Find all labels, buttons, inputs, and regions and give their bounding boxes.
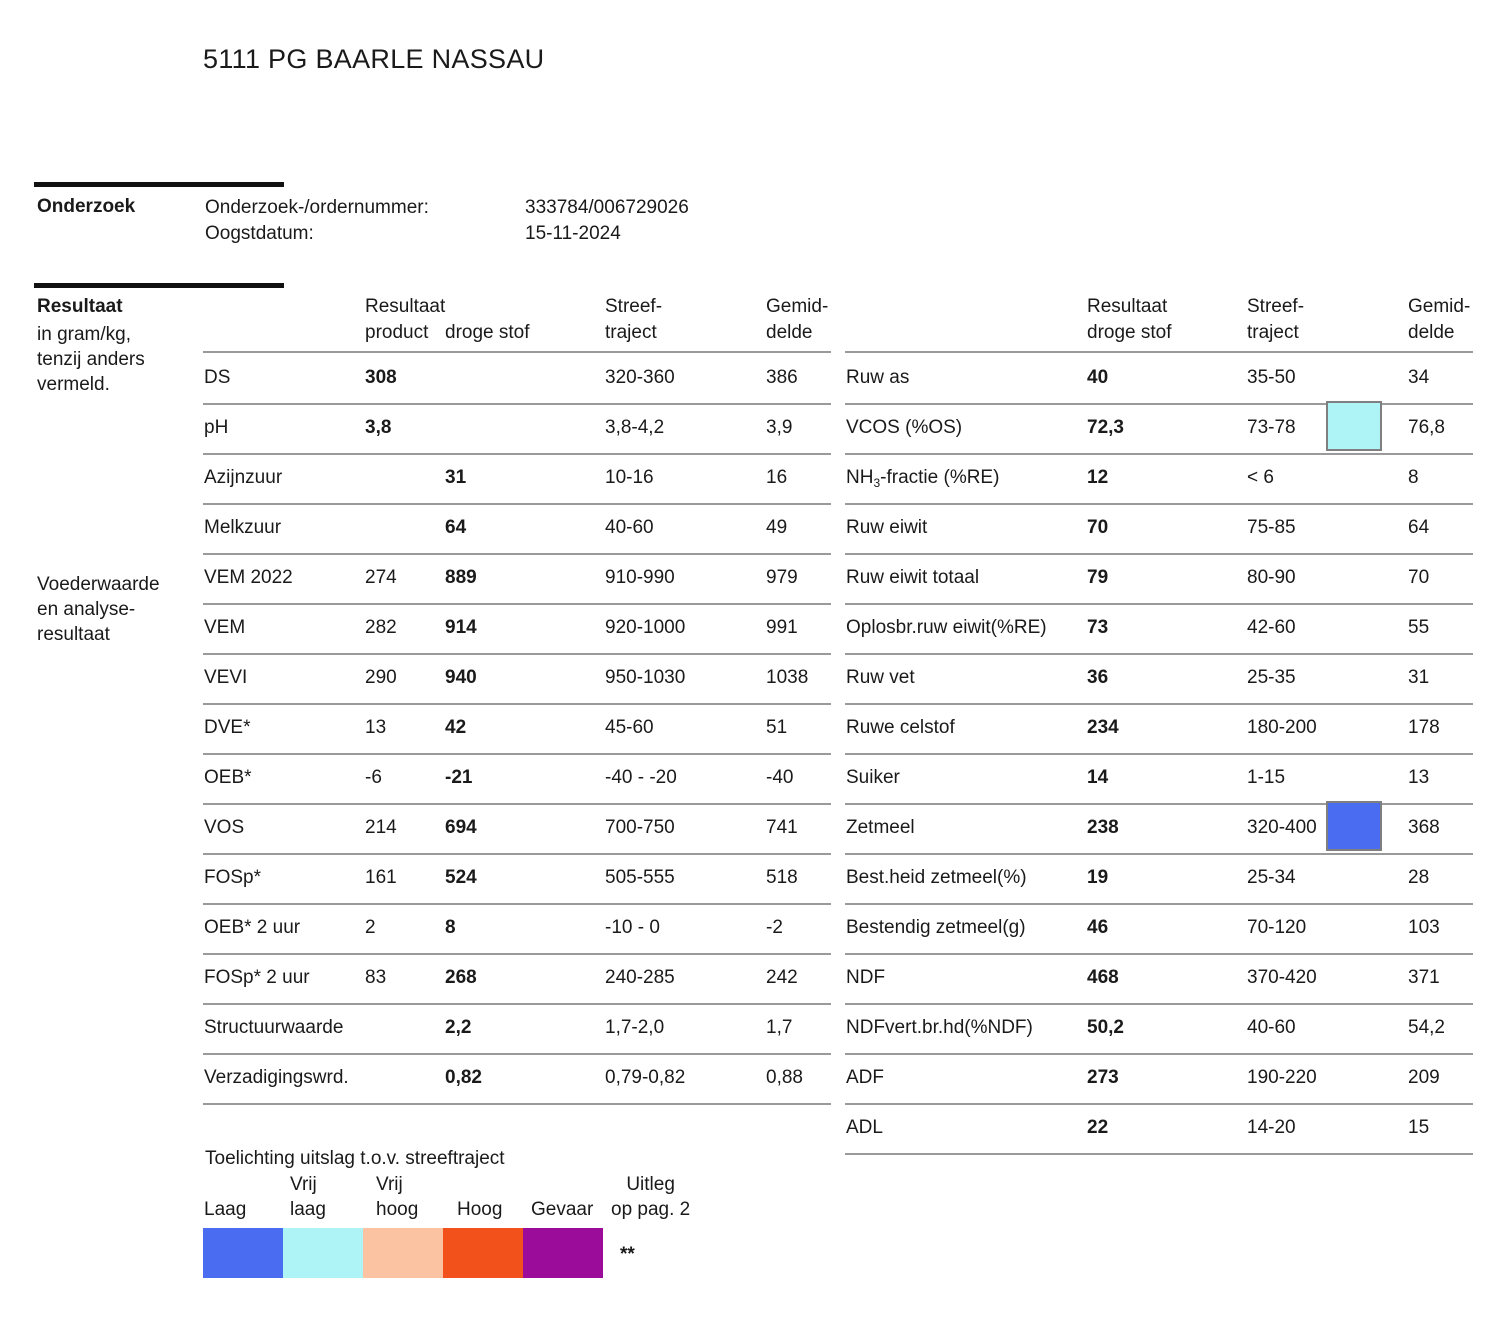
row-average: 55 bbox=[1408, 617, 1430, 638]
row-average: 991 bbox=[766, 617, 798, 638]
row-average: 242 bbox=[766, 967, 798, 988]
row-name: FOSp* 2 uur bbox=[204, 967, 310, 988]
legend-uitleg-line: op pag. 2 bbox=[611, 1199, 691, 1220]
legend-swatch-laag bbox=[203, 1228, 283, 1278]
row-target: -10 - 0 bbox=[605, 917, 660, 938]
row-droge-stof: 273 bbox=[1087, 1067, 1119, 1088]
row-average: 34 bbox=[1408, 367, 1430, 388]
legend-label-line: Laag bbox=[204, 1199, 247, 1220]
table-row bbox=[845, 503, 1473, 555]
row-name: ADL bbox=[846, 1117, 883, 1138]
row-average: 1038 bbox=[766, 667, 809, 688]
row-average: 3,9 bbox=[766, 417, 793, 438]
row-average: 178 bbox=[1408, 717, 1440, 738]
row-target: 25-34 bbox=[1247, 867, 1296, 888]
legend-uitleg-line: Uitleg bbox=[626, 1174, 675, 1195]
row-target: 25-35 bbox=[1247, 667, 1296, 688]
table-row bbox=[845, 1053, 1473, 1105]
resultaat-heading: Resultaat bbox=[37, 296, 123, 317]
legend-label-line: Vrij bbox=[290, 1174, 317, 1195]
row-average: 13 bbox=[1408, 767, 1430, 788]
row-droge-stof: 36 bbox=[1087, 667, 1109, 688]
row-average: 70 bbox=[1408, 567, 1430, 588]
row-droge-stof: 468 bbox=[1087, 967, 1119, 988]
right-header-droge-stof: droge stof bbox=[1087, 322, 1172, 343]
row-droge-stof: 268 bbox=[445, 967, 477, 988]
row-product: 3,8 bbox=[365, 417, 392, 438]
row-droge-stof: 72,3 bbox=[1087, 417, 1124, 438]
row-target: 14-20 bbox=[1247, 1117, 1296, 1138]
legend-swatch-vrij-hoog bbox=[363, 1228, 443, 1278]
row-average: 8 bbox=[1408, 467, 1419, 488]
row-droge-stof: 14 bbox=[1087, 767, 1109, 788]
row-target: 0,79-0,82 bbox=[605, 1067, 686, 1088]
table-row bbox=[845, 903, 1473, 955]
resultaat-subheading bbox=[37, 322, 145, 397]
row-name-subscript: 3 bbox=[873, 476, 881, 490]
legend-label-vrij-hoog bbox=[376, 1172, 418, 1222]
legend-label-line: hoog bbox=[376, 1199, 419, 1220]
row-droge-stof: 46 bbox=[1087, 917, 1109, 938]
table-row bbox=[203, 603, 831, 655]
row-name: VCOS (%OS) bbox=[846, 417, 963, 438]
row-product: 13 bbox=[365, 717, 387, 738]
table-row bbox=[845, 1003, 1473, 1055]
row-name: DS bbox=[204, 367, 231, 388]
row-droge-stof: 2,2 bbox=[445, 1017, 472, 1038]
row-target: 42-60 bbox=[1247, 617, 1296, 638]
row-droge-stof: 22 bbox=[1087, 1117, 1109, 1138]
table-row bbox=[203, 503, 831, 555]
row-droge-stof: 79 bbox=[1087, 567, 1109, 588]
row-target: 40-60 bbox=[605, 517, 654, 538]
row-name: Best.heid zetmeel(%) bbox=[846, 867, 1027, 888]
row-name: NDF bbox=[846, 967, 886, 988]
row-name: VEM bbox=[204, 617, 246, 638]
table-row bbox=[845, 953, 1473, 1005]
row-name-part: NH bbox=[846, 467, 874, 488]
table-row bbox=[845, 453, 1473, 505]
row-name: Verzadigingswrd. bbox=[204, 1067, 349, 1088]
legend-label-laag bbox=[204, 1172, 246, 1222]
table-row bbox=[845, 553, 1473, 605]
row-name: pH bbox=[204, 417, 229, 438]
row-target: 3,8-4,2 bbox=[605, 417, 665, 438]
row-name: VEVI bbox=[204, 667, 248, 688]
right-header-delde: delde bbox=[1408, 322, 1455, 343]
row-name: Azijnzuur bbox=[204, 467, 283, 488]
row-target: 10-16 bbox=[605, 467, 654, 488]
row-droge-stof: 238 bbox=[1087, 817, 1119, 838]
row-name: Structuurwaarde bbox=[204, 1017, 344, 1038]
table-row bbox=[845, 403, 1473, 455]
voederwaarde-line: en analyse- bbox=[37, 599, 136, 620]
legend-label-line bbox=[204, 1172, 246, 1197]
row-name: OEB* 2 uur bbox=[204, 917, 301, 938]
status-marker-vrij-laag bbox=[1326, 401, 1382, 451]
row-name: Ruwe celstof bbox=[846, 717, 955, 738]
row-product: 161 bbox=[365, 867, 397, 888]
table-row bbox=[845, 1103, 1473, 1155]
order-number-label: Onderzoek-/ordernummer: bbox=[205, 197, 429, 218]
row-droge-stof: 234 bbox=[1087, 717, 1119, 738]
section-rule-onderzoek bbox=[34, 182, 284, 187]
row-droge-stof: 31 bbox=[445, 467, 467, 488]
row-product: 282 bbox=[365, 617, 397, 638]
legend-label-line: Hoog bbox=[457, 1199, 503, 1220]
status-marker-laag bbox=[1326, 801, 1382, 851]
table-row bbox=[203, 1053, 831, 1105]
legend-label-gevaar bbox=[531, 1172, 593, 1222]
legend-label-line: Gevaar bbox=[531, 1199, 594, 1220]
row-target: 40-60 bbox=[1247, 1017, 1296, 1038]
resultaat-subheading-line: in gram/kg, bbox=[37, 324, 131, 345]
row-average: -40 bbox=[766, 767, 794, 788]
row-target: 920-1000 bbox=[605, 617, 686, 638]
row-target: < 6 bbox=[1247, 467, 1274, 488]
row-average: 103 bbox=[1408, 917, 1440, 938]
row-target: 45-60 bbox=[605, 717, 654, 738]
resultaat-subheading-line: vermeld. bbox=[37, 374, 110, 395]
row-name: OEB* bbox=[204, 767, 252, 788]
row-name: Ruw eiwit bbox=[846, 517, 928, 538]
harvest-date-label: Oogstdatum: bbox=[205, 223, 314, 244]
row-average: 31 bbox=[1408, 667, 1430, 688]
harvest-date-value: 15-11-2024 bbox=[525, 223, 621, 244]
row-average: 1,7 bbox=[766, 1017, 793, 1038]
address: 5111 PG BAARLE NASSAU bbox=[203, 44, 545, 74]
row-product: 274 bbox=[365, 567, 397, 588]
onderzoek-heading: Onderzoek bbox=[37, 196, 136, 217]
row-name: VOS bbox=[204, 817, 245, 838]
row-name: Oplosbr.ruw eiwit(%RE) bbox=[846, 617, 1047, 638]
table-row bbox=[203, 353, 831, 405]
row-name: Zetmeel bbox=[846, 817, 915, 838]
legend-label-line bbox=[531, 1172, 593, 1197]
row-droge-stof: 889 bbox=[445, 567, 477, 588]
row-target: 1-15 bbox=[1247, 767, 1286, 788]
row-name: Bestendig zetmeel(g) bbox=[846, 917, 1026, 938]
row-target: 320-360 bbox=[605, 367, 675, 388]
left-header-resultaat: Resultaat bbox=[365, 296, 446, 317]
table-row bbox=[203, 853, 831, 905]
row-name: Suiker bbox=[846, 767, 900, 788]
row-average: 371 bbox=[1408, 967, 1440, 988]
legend-label-hoog bbox=[457, 1172, 502, 1222]
row-droge-stof: 8 bbox=[445, 917, 456, 938]
table-row bbox=[203, 953, 831, 1005]
left-header-streef: Streef- bbox=[605, 296, 663, 317]
row-target: 240-285 bbox=[605, 967, 675, 988]
table-row bbox=[203, 803, 831, 855]
row-average: 76,8 bbox=[1408, 417, 1445, 438]
voederwaarde-line: Voederwaarde bbox=[37, 574, 160, 595]
legend-title: Toelichting uitslag t.o.v. streeftraject bbox=[205, 1148, 505, 1169]
legend-swatch-vrij-laag bbox=[283, 1228, 363, 1278]
table-row bbox=[203, 1003, 831, 1055]
left-header-gemid: Gemid- bbox=[766, 296, 829, 317]
row-target: 505-555 bbox=[605, 867, 675, 888]
table-row bbox=[203, 553, 831, 605]
row-product: 290 bbox=[365, 667, 397, 688]
left-header-traject: traject bbox=[605, 322, 657, 343]
table-row bbox=[203, 903, 831, 955]
row-target: 75-85 bbox=[1247, 517, 1296, 538]
row-name: Ruw as bbox=[846, 367, 910, 388]
row-name: Ruw eiwit totaal bbox=[846, 567, 980, 588]
row-name: VEM 2022 bbox=[204, 567, 293, 588]
row-target: 910-990 bbox=[605, 567, 675, 588]
row-target: 80-90 bbox=[1247, 567, 1296, 588]
row-name bbox=[846, 467, 999, 490]
voederwaarde-line: resultaat bbox=[37, 624, 110, 645]
legend-label-vrij-laag bbox=[290, 1172, 326, 1222]
row-droge-stof: 42 bbox=[445, 717, 467, 738]
row-name: DVE* bbox=[204, 717, 251, 738]
table-row bbox=[845, 703, 1473, 755]
right-header-resultaat: Resultaat bbox=[1087, 296, 1168, 317]
row-droge-stof: 70 bbox=[1087, 517, 1109, 538]
row-average: 16 bbox=[766, 467, 788, 488]
row-target: -40 - -20 bbox=[605, 767, 677, 788]
row-droge-stof: 524 bbox=[445, 867, 477, 888]
table-row bbox=[845, 653, 1473, 705]
voederwaarde-label bbox=[37, 572, 160, 647]
legend-stars: ** bbox=[620, 1244, 635, 1265]
row-droge-stof: 50,2 bbox=[1087, 1017, 1124, 1038]
row-droge-stof: 64 bbox=[445, 517, 467, 538]
table-row bbox=[203, 703, 831, 755]
table-row bbox=[203, 753, 831, 805]
row-product: 2 bbox=[365, 917, 376, 938]
left-header-delde: delde bbox=[766, 322, 813, 343]
row-average: 518 bbox=[766, 867, 798, 888]
row-target: 1,7-2,0 bbox=[605, 1017, 665, 1038]
row-name: FOSp* bbox=[204, 867, 262, 888]
row-target: 73-78 bbox=[1247, 417, 1296, 438]
right-header-streef: Streef- bbox=[1247, 296, 1305, 317]
table-row bbox=[203, 653, 831, 705]
legend-label-line: laag bbox=[290, 1199, 326, 1220]
row-target: 700-750 bbox=[605, 817, 675, 838]
row-droge-stof: 73 bbox=[1087, 617, 1109, 638]
legend-label-line: Vrij bbox=[376, 1174, 403, 1195]
table-row bbox=[845, 803, 1473, 855]
table-row bbox=[845, 853, 1473, 905]
row-average: 979 bbox=[766, 567, 798, 588]
row-average: 209 bbox=[1408, 1067, 1440, 1088]
table-row bbox=[203, 453, 831, 505]
table-row bbox=[845, 603, 1473, 655]
legend-label-line bbox=[457, 1172, 502, 1197]
row-product: 308 bbox=[365, 367, 397, 388]
row-product: 214 bbox=[365, 817, 397, 838]
row-target: 370-420 bbox=[1247, 967, 1317, 988]
legend-swatch-gevaar bbox=[523, 1228, 603, 1278]
row-average: 54,2 bbox=[1408, 1017, 1445, 1038]
row-target: 70-120 bbox=[1247, 917, 1307, 938]
row-target: 35-50 bbox=[1247, 367, 1296, 388]
row-target: 190-220 bbox=[1247, 1067, 1317, 1088]
right-header-gemid: Gemid- bbox=[1408, 296, 1471, 317]
row-target: 180-200 bbox=[1247, 717, 1317, 738]
row-average: 0,88 bbox=[766, 1067, 803, 1088]
row-average: 741 bbox=[766, 817, 798, 838]
row-name: Melkzuur bbox=[204, 517, 282, 538]
table-row bbox=[845, 353, 1473, 405]
row-average: -2 bbox=[766, 917, 783, 938]
legend-swatch-hoog bbox=[443, 1228, 523, 1278]
row-droge-stof: 12 bbox=[1087, 467, 1109, 488]
row-droge-stof: 914 bbox=[445, 617, 477, 638]
row-name: ADF bbox=[846, 1067, 884, 1088]
row-droge-stof: 940 bbox=[445, 667, 477, 688]
row-name: Ruw vet bbox=[846, 667, 915, 688]
row-name-part: -fractie (%RE) bbox=[880, 467, 1000, 488]
left-header-droge-stof: droge stof bbox=[445, 322, 530, 343]
row-target: 950-1030 bbox=[605, 667, 686, 688]
row-droge-stof: 40 bbox=[1087, 367, 1109, 388]
table-row bbox=[845, 753, 1473, 805]
order-number-value: 333784/006729026 bbox=[525, 197, 689, 218]
section-rule-resultaat bbox=[34, 283, 284, 288]
row-average: 386 bbox=[766, 367, 798, 388]
row-average: 51 bbox=[766, 717, 788, 738]
row-droge-stof: 19 bbox=[1087, 867, 1109, 888]
resultaat-subheading-line: tenzij anders bbox=[37, 349, 145, 370]
row-droge-stof: 0,82 bbox=[445, 1067, 482, 1088]
row-droge-stof: -21 bbox=[445, 767, 473, 788]
right-header-traject: traject bbox=[1247, 322, 1299, 343]
row-average: 15 bbox=[1408, 1117, 1430, 1138]
legend-label-uitleg bbox=[611, 1172, 690, 1222]
row-average: 49 bbox=[766, 517, 788, 538]
row-name: NDFvert.br.hd(%NDF) bbox=[846, 1017, 1033, 1038]
row-product: -6 bbox=[365, 767, 382, 788]
row-average: 368 bbox=[1408, 817, 1440, 838]
row-droge-stof: 694 bbox=[445, 817, 477, 838]
row-average: 28 bbox=[1408, 867, 1430, 888]
row-average: 64 bbox=[1408, 517, 1430, 538]
left-header-product: product bbox=[365, 322, 429, 343]
row-target: 320-400 bbox=[1247, 817, 1317, 838]
table-row bbox=[203, 403, 831, 455]
row-product: 83 bbox=[365, 967, 387, 988]
